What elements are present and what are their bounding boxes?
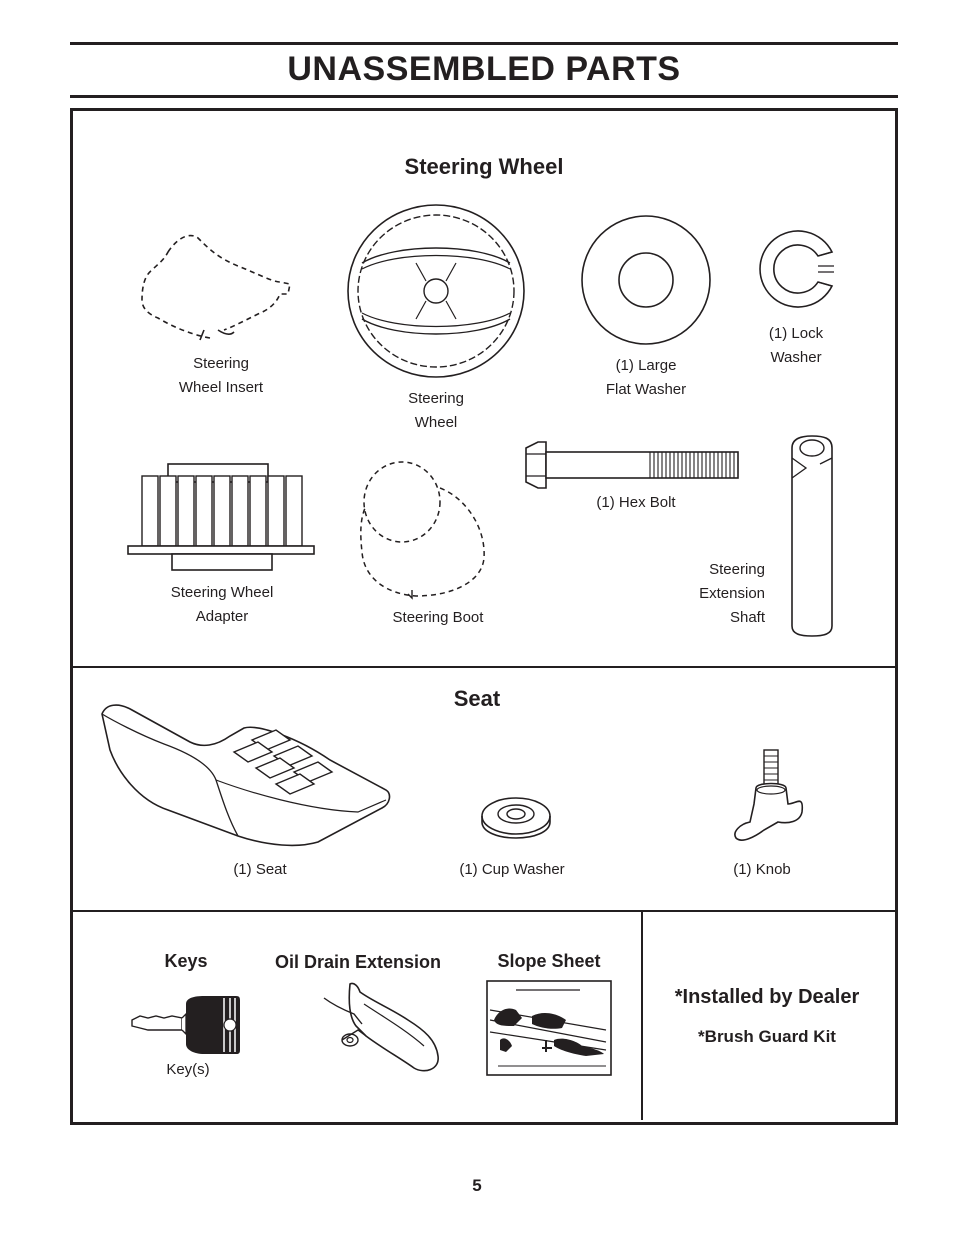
steering-wheel-insert-label: Steering Wheel Insert: [178, 355, 264, 396]
lock-washer-label: (1) Lock Washer: [768, 325, 824, 366]
steering-extension-shaft-label: Steering Extension Shaft: [699, 561, 765, 626]
steering-wheel-label: Steering Wheel: [408, 390, 464, 431]
oil-drain-extension-icon: [320, 980, 444, 1076]
steering-wheel-icon: [346, 203, 526, 379]
dealer-divider: [641, 910, 643, 1120]
brush-guard-kit: *Brush Guard Kit: [698, 1027, 836, 1046]
keys-label: Key(s): [166, 1061, 210, 1078]
keys-heading: Keys: [164, 951, 208, 971]
steering-heading: Steering Wheel: [404, 154, 564, 179]
seat-label: (1) Seat: [233, 861, 287, 878]
dealer-heading: *Installed by Dealer: [674, 986, 860, 1008]
seat-heading: Seat: [453, 686, 501, 711]
cup-washer-icon: [480, 796, 552, 840]
flat-washer-label: (1) Large Flat Washer: [605, 357, 687, 398]
seat-section-divider: [70, 666, 898, 668]
steering-wheel-insert-icon: [138, 232, 298, 344]
cup-washer-label: (1) Cup Washer: [459, 861, 565, 878]
steering-boot-label: Steering Boot: [392, 609, 484, 626]
steering-wheel-adapter-icon: [126, 462, 318, 572]
lock-washer-icon: [754, 230, 838, 310]
oil-drain-heading: Oil Drain Extension: [274, 952, 442, 972]
title-rule: [70, 95, 898, 98]
knob-icon: [732, 748, 806, 848]
top-rule: [70, 42, 898, 45]
slope-sheet-heading: Slope Sheet: [497, 951, 601, 971]
hex-bolt-icon: [522, 440, 742, 492]
hex-bolt-label: (1) Hex Bolt: [596, 494, 676, 511]
seat-icon: [98, 700, 398, 850]
steering-wheel-adapter-label: Steering Wheel Adapter: [170, 584, 274, 625]
flat-washer-icon: [580, 214, 712, 346]
steering-boot-icon: [356, 458, 492, 600]
misc-section-divider: [70, 910, 898, 912]
key-icon: [128, 994, 244, 1056]
slope-sheet-icon: [486, 980, 612, 1076]
knob-label: (1) Knob: [733, 861, 791, 878]
page-title: UNASSEMBLED PARTS: [287, 50, 681, 88]
page-number: 5: [472, 1176, 482, 1195]
steering-extension-shaft-icon: [786, 434, 838, 640]
